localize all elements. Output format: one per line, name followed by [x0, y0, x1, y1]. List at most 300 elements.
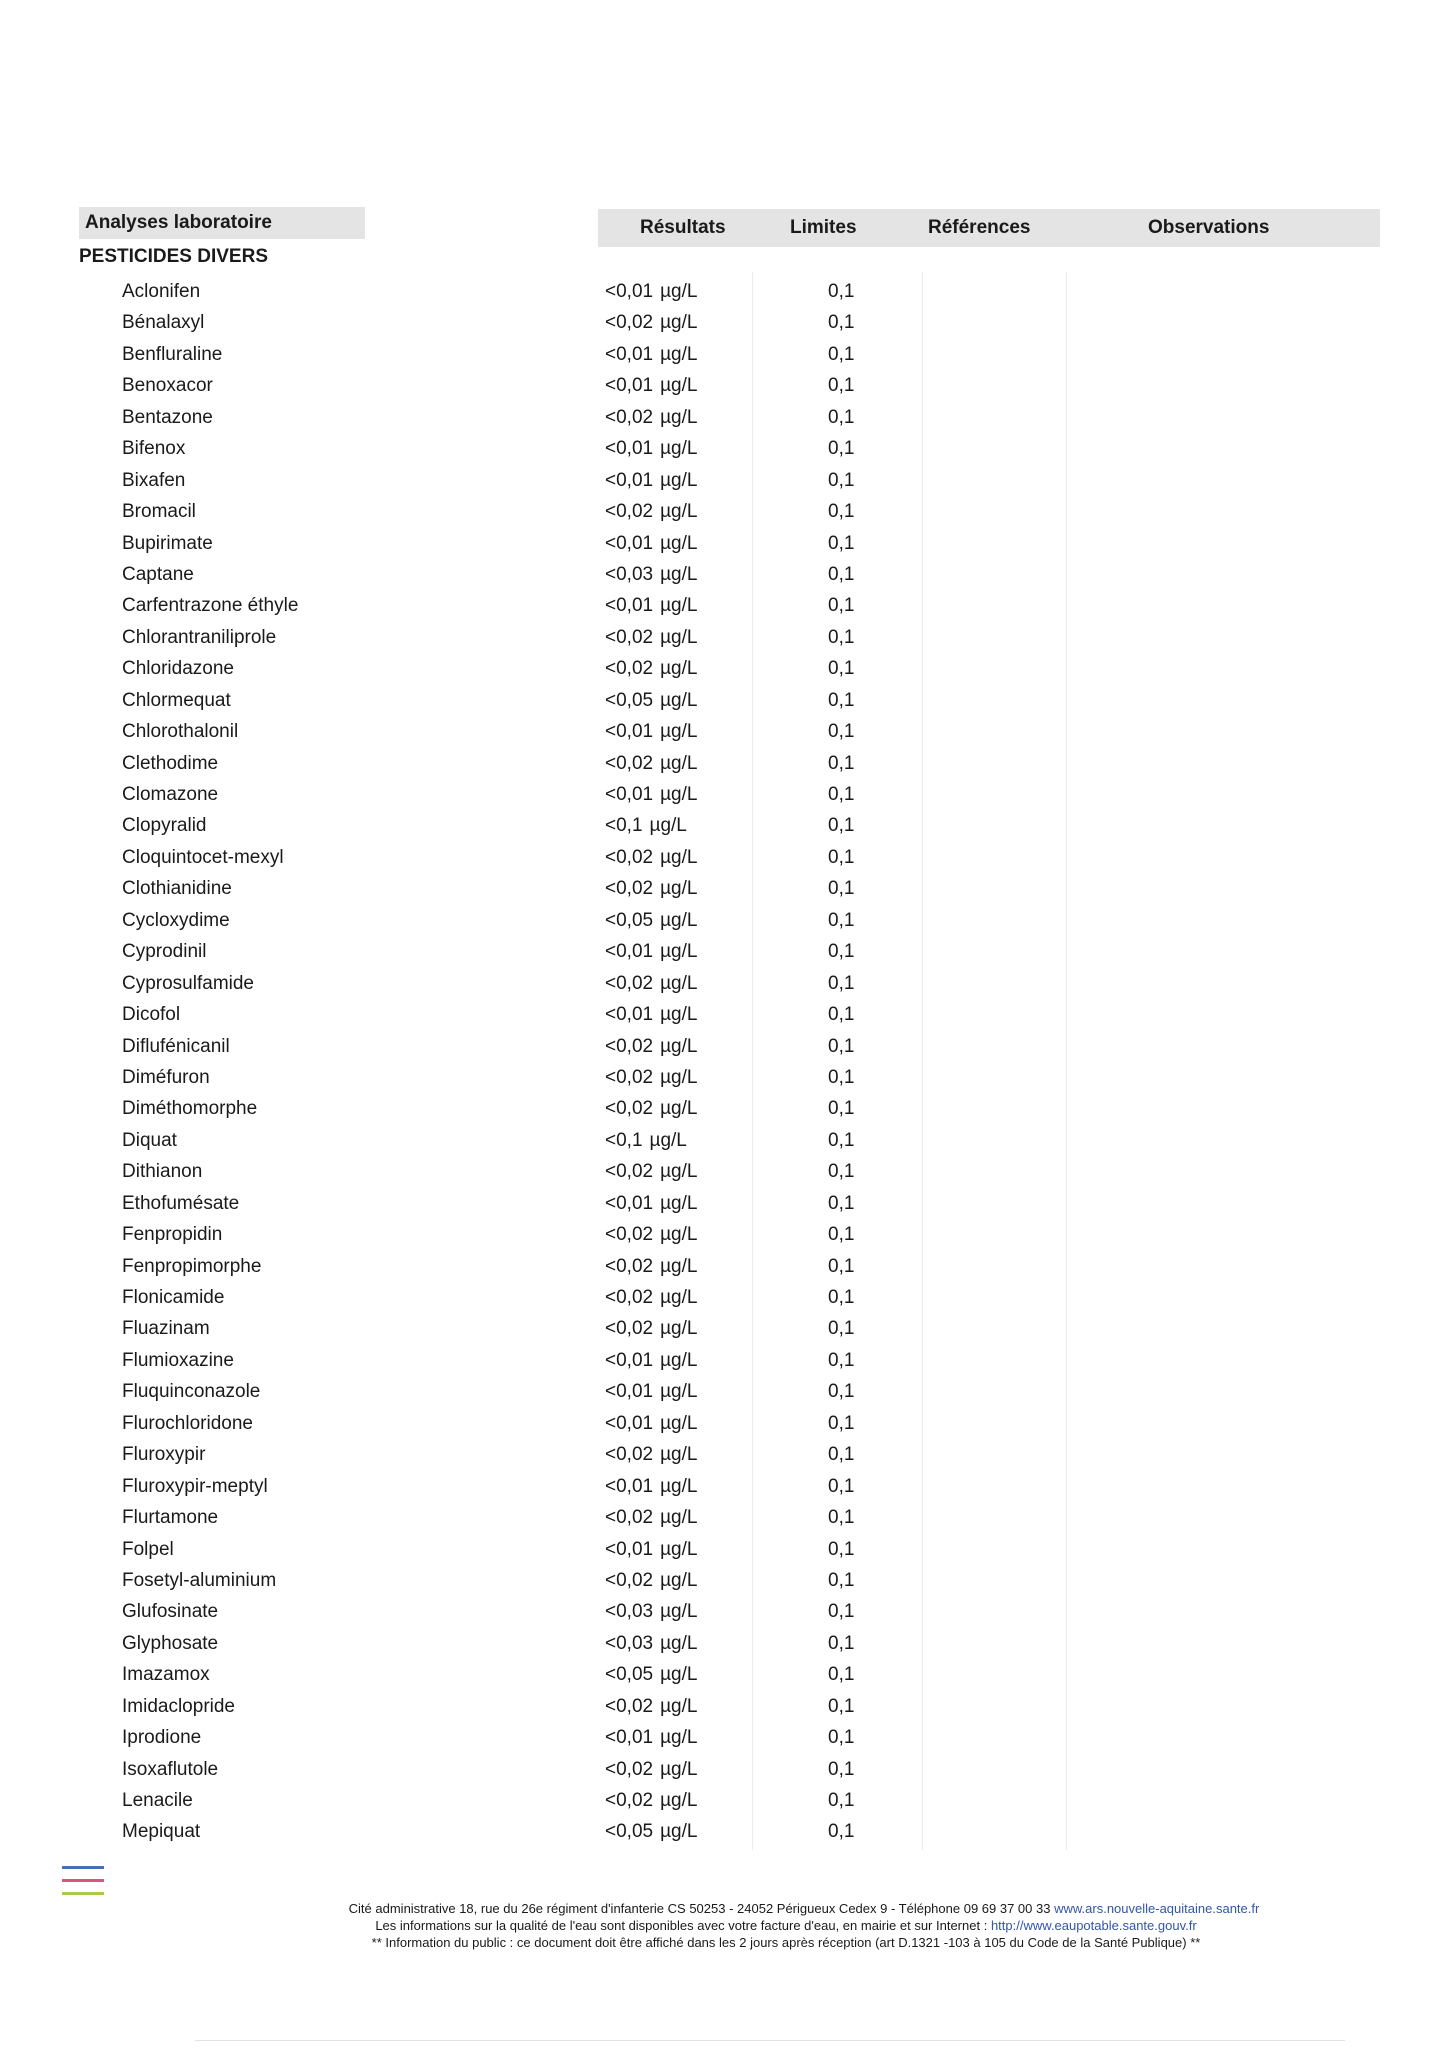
table-row — [0, 1408, 1448, 1439]
pesticide-name: Fosetyl-aluminium — [122, 1569, 277, 1591]
result-unit: µg/L — [660, 281, 698, 302]
pesticide-name: Fluroxypir — [122, 1444, 206, 1466]
footer-eaupotable-link[interactable]: http://www.eaupotable.sante.gouv.fr — [990, 1918, 1197, 1933]
limit-value: 0,1 — [828, 689, 855, 711]
result-number: <0,02 — [605, 1287, 654, 1308]
limit-value: 0,1 — [828, 1569, 855, 1591]
result-number: <0,02 — [605, 1161, 654, 1183]
result-number: <0,02 — [605, 1569, 654, 1591]
result-value — [605, 716, 697, 747]
result-value — [605, 1408, 697, 1439]
pesticide-name: Lenacile — [122, 1790, 193, 1811]
pesticide-name: Dicofol — [122, 1004, 181, 1026]
result-value — [605, 1785, 697, 1816]
result-unit: µg/L — [660, 784, 698, 805]
result-value — [605, 496, 697, 527]
table-row — [0, 842, 1448, 873]
result-number: <0,05 — [605, 1821, 654, 1843]
result-value — [605, 1031, 697, 1062]
pesticide-name: Bupirimate — [122, 532, 213, 554]
table-row — [0, 1785, 1448, 1816]
limit-value: 0,1 — [828, 941, 855, 963]
result-unit: µg/L — [660, 1758, 698, 1780]
result-number: <0,01 — [605, 438, 654, 460]
result-number: <0,01 — [605, 469, 654, 491]
table-row — [0, 779, 1448, 810]
result-number: <0,03 — [605, 1632, 654, 1654]
result-unit: µg/L — [660, 1664, 698, 1686]
result-value — [605, 1471, 697, 1502]
limit-value: 0,1 — [828, 1161, 855, 1183]
limit-value: 0,1 — [828, 281, 855, 302]
table-row — [0, 653, 1448, 684]
pesticide-name: Diméfuron — [122, 1066, 210, 1088]
pesticide-name: Cycloxydime — [122, 909, 230, 931]
result-unit: µg/L — [660, 1255, 698, 1277]
result-unit: µg/L — [660, 1538, 698, 1560]
pesticide-name: Folpel — [122, 1538, 174, 1560]
result-value — [605, 370, 697, 401]
limit-value: 0,1 — [828, 1475, 855, 1497]
table-row — [0, 339, 1448, 370]
result-value — [605, 433, 697, 464]
result-value — [605, 1502, 697, 1533]
limit-value: 0,1 — [828, 1287, 855, 1308]
result-value — [605, 905, 697, 936]
result-number: <0,01 — [605, 941, 654, 963]
result-value — [605, 1156, 697, 1187]
result-value — [605, 1659, 697, 1690]
footer-info: Les informations sur la qualité de l'eau sont disponibles avec votre facture d'eau, en mairie et sur Internet : — [375, 1918, 988, 1933]
result-number: <0,01 — [605, 1538, 654, 1560]
limit-value: 0,1 — [828, 1192, 855, 1214]
result-value — [605, 1596, 697, 1627]
result-unit: µg/L — [660, 595, 698, 617]
result-number: <0,02 — [605, 1695, 654, 1717]
pesticide-name: Imazamox — [122, 1664, 210, 1686]
limit-value: 0,1 — [828, 1412, 855, 1434]
table-row — [0, 1031, 1448, 1062]
result-value — [605, 779, 697, 810]
table-row — [0, 1156, 1448, 1187]
result-unit: µg/L — [660, 1727, 698, 1749]
result-unit: µg/L — [660, 1381, 698, 1403]
table-row — [0, 1282, 1448, 1313]
table-row — [0, 307, 1448, 338]
table-row — [0, 1659, 1448, 1690]
result-number: <0,02 — [605, 1035, 654, 1057]
result-value — [605, 402, 697, 433]
result-unit: µg/L — [660, 1569, 698, 1591]
limit-value: 0,1 — [828, 406, 855, 428]
result-unit: µg/L — [660, 689, 698, 711]
limit-value: 0,1 — [828, 469, 855, 491]
result-unit: µg/L — [660, 1224, 698, 1246]
table-row — [0, 1251, 1448, 1282]
pesticide-name: Diflufénicanil — [122, 1035, 230, 1057]
footer-line-red — [62, 1879, 104, 1882]
result-value — [605, 968, 697, 999]
table-row — [0, 1093, 1448, 1124]
result-unit: µg/L — [660, 1066, 698, 1088]
table-row — [0, 590, 1448, 621]
footer-line-2 — [0, 1917, 1448, 1934]
pesticide-name: Glyphosate — [122, 1632, 219, 1654]
result-number: <0,02 — [605, 1758, 654, 1780]
limit-value: 0,1 — [828, 721, 855, 743]
limit-value: 0,1 — [828, 626, 855, 648]
result-value — [605, 1691, 697, 1722]
pesticide-name: Chlorothalonil — [122, 721, 239, 743]
result-unit: µg/L — [660, 563, 698, 585]
footer-line-1 — [0, 1900, 1448, 1917]
result-number: <0,05 — [605, 689, 654, 711]
result-value — [605, 842, 697, 873]
table-row — [0, 1754, 1448, 1785]
pesticide-name: Clothianidine — [122, 878, 232, 900]
result-value — [605, 1188, 697, 1219]
table-row — [0, 1816, 1448, 1847]
limit-value: 0,1 — [828, 1255, 855, 1277]
result-number: <0,01 — [605, 1381, 654, 1403]
table-row — [0, 999, 1448, 1030]
result-number: <0,02 — [605, 1444, 654, 1466]
table-row — [0, 1502, 1448, 1533]
limit-value: 0,1 — [828, 972, 855, 994]
result-number: <0,01 — [605, 1475, 654, 1497]
limit-value: 0,1 — [828, 1695, 855, 1717]
pesticide-name: Cyprosulfamide — [122, 972, 254, 994]
table-row — [0, 1219, 1448, 1250]
pesticide-name: Flurtamone — [122, 1507, 219, 1529]
result-unit: µg/L — [660, 846, 698, 868]
pesticide-name: Cloquintocet-mexyl — [122, 846, 284, 868]
limit-value: 0,1 — [828, 375, 855, 397]
result-value — [605, 653, 697, 684]
results-header-bar — [598, 209, 1380, 247]
table-row — [0, 1313, 1448, 1344]
result-number: <0,01 — [605, 343, 654, 365]
result-number: <0,01 — [605, 1192, 654, 1214]
pesticide-name: Fluroxypir-meptyl — [122, 1475, 268, 1497]
limit-value: 0,1 — [828, 878, 855, 900]
result-value — [605, 810, 687, 841]
result-number: <0,02 — [605, 658, 654, 680]
pesticide-name: Chlormequat — [122, 689, 231, 711]
pesticide-name: Bromacil — [122, 501, 196, 523]
table-row — [0, 1565, 1448, 1596]
result-number: <0,02 — [605, 972, 654, 994]
result-unit: µg/L — [660, 1192, 698, 1214]
result-value — [605, 936, 697, 967]
header-limites: Limites — [790, 217, 857, 238]
pesticide-name: Diquat — [122, 1129, 177, 1151]
result-value — [605, 1062, 697, 1093]
section-title: PESTICIDES DIVERS — [79, 246, 268, 267]
result-unit: µg/L — [660, 469, 698, 491]
footer-ars-link[interactable]: www.ars.nouvelle-aquitaine.sante.fr — [1054, 1901, 1260, 1916]
limit-value: 0,1 — [828, 1821, 855, 1843]
result-unit: µg/L — [660, 375, 698, 397]
result-value — [605, 748, 697, 779]
pesticide-name: Chlorantraniliprole — [122, 626, 277, 648]
result-number: <0,02 — [605, 1255, 654, 1277]
result-value — [605, 1313, 697, 1344]
result-unit: µg/L — [660, 1507, 698, 1529]
result-unit: µg/L — [660, 1349, 698, 1371]
limit-value: 0,1 — [828, 1381, 855, 1403]
result-unit: µg/L — [649, 1129, 687, 1151]
result-unit: µg/L — [660, 1601, 698, 1623]
limit-value: 0,1 — [828, 1758, 855, 1780]
result-number: <0,02 — [605, 846, 654, 868]
pesticide-name: Captane — [122, 563, 194, 585]
result-value — [605, 1125, 687, 1156]
result-unit: µg/L — [660, 438, 698, 460]
limit-value: 0,1 — [828, 1318, 855, 1340]
result-number: <0,01 — [605, 595, 654, 617]
result-number: <0,01 — [605, 281, 654, 302]
pesticide-name: Bénalaxyl — [122, 312, 205, 334]
result-value — [605, 1628, 697, 1659]
limit-value: 0,1 — [828, 1727, 855, 1749]
pesticide-name: Fluquinconazole — [122, 1381, 261, 1403]
result-number: <0,02 — [605, 1224, 654, 1246]
pesticide-name: Benoxacor — [122, 375, 213, 397]
result-number: <0,01 — [605, 784, 654, 805]
footer — [0, 1900, 1448, 1951]
pesticide-name: Iprodione — [122, 1727, 202, 1749]
result-value — [605, 1439, 697, 1470]
result-number: <0,1 — [605, 1129, 643, 1151]
table-row — [0, 936, 1448, 967]
result-unit: µg/L — [660, 1318, 698, 1340]
table-row — [0, 433, 1448, 464]
result-number: <0,02 — [605, 878, 654, 900]
pesticide-name: Ethofumésate — [122, 1192, 240, 1214]
limit-value: 0,1 — [828, 563, 855, 585]
limit-value: 0,1 — [828, 1507, 855, 1529]
result-unit: µg/L — [660, 909, 698, 931]
pesticide-name: Cyprodinil — [122, 941, 207, 963]
table-row — [0, 1345, 1448, 1376]
table-row — [0, 622, 1448, 653]
result-number: <0,01 — [605, 375, 654, 397]
result-unit: µg/L — [660, 658, 698, 680]
table-row — [0, 748, 1448, 779]
result-number: <0,05 — [605, 1664, 654, 1686]
result-number: <0,02 — [605, 501, 654, 523]
result-unit: µg/L — [660, 972, 698, 994]
table-row — [0, 276, 1448, 307]
header-resultats: Résultats — [640, 217, 726, 238]
pesticide-name: Flumioxazine — [122, 1349, 234, 1371]
limit-value: 0,1 — [828, 532, 855, 554]
result-unit: µg/L — [660, 312, 698, 334]
table-row — [0, 1125, 1448, 1156]
result-number: <0,02 — [605, 1066, 654, 1088]
pesticide-name: Isoxaflutole — [122, 1758, 219, 1780]
pesticide-name: Mepiquat — [122, 1821, 201, 1843]
result-unit: µg/L — [660, 1475, 698, 1497]
result-number: <0,02 — [605, 1790, 654, 1811]
limit-value: 0,1 — [828, 1601, 855, 1623]
result-value — [605, 465, 697, 496]
limit-value: 0,1 — [828, 1004, 855, 1026]
footer-line-blue — [62, 1866, 104, 1869]
limit-value: 0,1 — [828, 438, 855, 460]
table-row — [0, 810, 1448, 841]
limit-value: 0,1 — [828, 1790, 855, 1811]
result-unit: µg/L — [660, 1821, 698, 1843]
table-row — [0, 1722, 1448, 1753]
result-unit: µg/L — [660, 1632, 698, 1654]
table-row — [0, 1439, 1448, 1470]
table-row — [0, 1596, 1448, 1627]
footer-line-green — [62, 1892, 104, 1895]
limit-value: 0,1 — [828, 1066, 855, 1088]
result-number: <0,02 — [605, 1098, 654, 1120]
result-number: <0,05 — [605, 909, 654, 931]
result-value — [605, 1754, 697, 1785]
pesticide-name: Clethodime — [122, 752, 219, 774]
result-number: <0,01 — [605, 721, 654, 743]
result-value — [605, 685, 697, 716]
pesticide-name: Aclonifen — [122, 281, 201, 302]
table-row — [0, 465, 1448, 496]
result-unit: µg/L — [660, 406, 698, 428]
result-value — [605, 1345, 697, 1376]
result-unit: µg/L — [660, 878, 698, 900]
table-row — [0, 1188, 1448, 1219]
result-unit: µg/L — [660, 1098, 698, 1120]
result-number: <0,02 — [605, 626, 654, 648]
result-value — [605, 339, 697, 370]
pesticide-name: Clomazone — [122, 784, 219, 805]
limit-value: 0,1 — [828, 1444, 855, 1466]
result-number: <0,03 — [605, 1601, 654, 1623]
table-row — [0, 528, 1448, 559]
result-unit: µg/L — [660, 1035, 698, 1057]
table-row — [0, 559, 1448, 590]
table-row — [0, 496, 1448, 527]
limit-value: 0,1 — [828, 658, 855, 680]
pesticide-name: Fluazinam — [122, 1318, 210, 1340]
limit-value: 0,1 — [828, 1664, 855, 1686]
pesticide-name: Bentazone — [122, 406, 213, 428]
result-value — [605, 590, 697, 621]
result-value — [605, 559, 697, 590]
header-references: Références — [928, 217, 1031, 238]
result-value — [605, 528, 697, 559]
result-value — [605, 1251, 697, 1282]
table-row — [0, 1691, 1448, 1722]
result-value — [605, 1282, 697, 1313]
result-unit: µg/L — [660, 1412, 698, 1434]
limit-value: 0,1 — [828, 1129, 855, 1151]
table-row — [0, 716, 1448, 747]
result-number: <0,02 — [605, 752, 654, 774]
pesticide-name: Fenpropidin — [122, 1224, 223, 1246]
result-unit: µg/L — [660, 501, 698, 523]
pesticide-name: Clopyralid — [122, 815, 207, 837]
pesticide-name: Diméthomorphe — [122, 1098, 258, 1120]
result-number: <0,02 — [605, 1507, 654, 1529]
result-number: <0,02 — [605, 312, 654, 334]
header-observations: Observations — [1148, 217, 1270, 238]
result-value — [605, 1816, 697, 1847]
pesticide-name: Bifenox — [122, 438, 186, 460]
result-value — [605, 276, 697, 307]
result-value — [605, 1565, 697, 1596]
result-value — [605, 622, 697, 653]
pesticide-name: Flonicamide — [122, 1287, 225, 1308]
result-number: <0,01 — [605, 1004, 654, 1026]
limit-value: 0,1 — [828, 909, 855, 931]
result-value — [605, 1534, 697, 1565]
result-unit: µg/L — [660, 1004, 698, 1026]
pesticide-name: Fenpropimorphe — [122, 1255, 262, 1277]
limit-value: 0,1 — [828, 1538, 855, 1560]
result-value — [605, 307, 697, 338]
table-row — [0, 1376, 1448, 1407]
limit-value: 0,1 — [828, 752, 855, 774]
limit-value: 0,1 — [828, 1098, 855, 1120]
pesticide-name: Chloridazone — [122, 658, 234, 680]
limit-value: 0,1 — [828, 343, 855, 365]
table-row — [0, 402, 1448, 433]
result-unit: µg/L — [660, 721, 698, 743]
result-number: <0,01 — [605, 1727, 654, 1749]
pesticide-name: Carfentrazone éthyle — [122, 595, 299, 617]
result-unit: µg/L — [660, 941, 698, 963]
result-unit: µg/L — [660, 532, 698, 554]
table-row — [0, 968, 1448, 999]
table-row — [0, 1534, 1448, 1565]
header-analyses: Analyses laboratoire — [79, 207, 365, 239]
result-number: <0,02 — [605, 406, 654, 428]
result-value — [605, 1093, 697, 1124]
limit-value: 0,1 — [828, 1349, 855, 1371]
limit-value: 0,1 — [828, 312, 855, 334]
result-unit: µg/L — [660, 626, 698, 648]
limit-value: 0,1 — [828, 595, 855, 617]
result-number: <0,01 — [605, 532, 654, 554]
result-unit: µg/L — [660, 1161, 698, 1183]
result-value — [605, 873, 697, 904]
limit-value: 0,1 — [828, 1632, 855, 1654]
result-unit: µg/L — [660, 343, 698, 365]
footer-address: Cité administrative 18, rue du 26e régiment d'infanterie CS 50253 - 24052 Périgueux Cedex 9 - Téléphone 09 69 37 00 33 — [348, 1901, 1051, 1916]
limit-value: 0,1 — [828, 1035, 855, 1057]
result-value — [605, 1376, 697, 1407]
result-value — [605, 999, 697, 1030]
result-number: <0,01 — [605, 1349, 654, 1371]
table-row — [0, 1471, 1448, 1502]
table-row — [0, 370, 1448, 401]
result-unit: µg/L — [660, 1444, 698, 1466]
pesticide-name: Dithianon — [122, 1161, 203, 1183]
result-value — [605, 1722, 697, 1753]
table-row — [0, 1062, 1448, 1093]
limit-value: 0,1 — [828, 815, 855, 837]
pesticide-name: Benfluraline — [122, 343, 223, 365]
result-number: <0,01 — [605, 1412, 654, 1434]
result-unit: µg/L — [660, 1287, 698, 1308]
result-number: <0,02 — [605, 1318, 654, 1340]
result-number: <0,03 — [605, 563, 654, 585]
bottom-rule — [195, 2040, 1345, 2041]
